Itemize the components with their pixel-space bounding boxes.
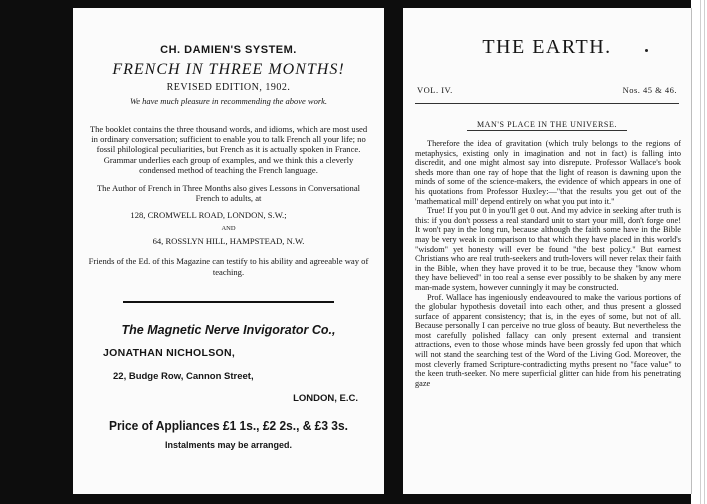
company-name: The Magnetic Nerve Invigorator Co., — [121, 322, 336, 337]
issue-numbers: Nos. 45 & 46. — [622, 85, 677, 95]
author-line: The Author of French in Three Months also gives Lessons in Conversational French to adults, at — [96, 183, 361, 204]
description: The booklet contains the three thousand words, and idioms, which are most used in ordinary conversation; sufficient to enable you to talk French all your life; no fossil philological peculiarities, but French as it is actually spoken in France. Grammar underlies each group of examples, and we think this a cleverly condensed method of teaching the French language. — [89, 124, 368, 175]
friends-note: Friends of the Ed. of this Magazine can testify to his ability and agreeable way of teaching. — [88, 256, 369, 277]
system-title: CH. DAMIEN'S SYSTEM. — [160, 44, 297, 56]
gutter-scan — [384, 0, 403, 504]
left-page — [73, 8, 384, 494]
paragraph: True! If you put 0 in you'll get 0 out. And my advice in seeking after truth is this: if you don't possess a real standard unit to start your mill, don't forge one! It won't pay in the long run, because although the faith some have in the Bible may be very weak in comparison to that which they have placed in this world's "wisdom" yet honesty will ever be found "the best policy." But earnest Christians who are real truth-seekers and truth-lovers will never relax their faith in the Bible, when they have proved it to be true, because they "know whom they have believed" in too real a sense ever possibly to be shaken by any mere man-made system, however cunningly it may be constructed. — [415, 206, 681, 292]
headline: FRENCH IN THREE MONTHS! — [112, 61, 345, 78]
edition: REVISED EDITION, 1902. — [166, 82, 291, 93]
article-body — [415, 139, 681, 388]
city: LONDON, E.C. — [293, 392, 358, 404]
left-margin-scan — [0, 0, 73, 504]
paragraph: Therefore the idea of gravitation (which truly belongs to the regions of metaphysics, existing only in imagination and not in fact) is falling into discredit, and one might almost say into disrepute. Professor Wallace's book sheds more than one ray of hope that the light of reason is dawning upon the minds of some of the science-makers, the evidence of which appears in one of his quotations from Professor Huxley:—"that the results you get out of the 'mathematical mill' depend entirely on what you put into it." — [415, 139, 681, 206]
volume-row — [417, 85, 677, 95]
paragraph: Prof. Wallace has ingeniously endeavoured to make the various portions of the globular hypothesis dovetail into each other, and thus present a glossed surface of apparent consistency; that is, in the eyes of some, but not of all. Because personally I can perceive no true gloss of beauty. But nevertheless the most carefully polished fallacy can only present external and transient attractions, even to those whose minds have been grossly fed upon that which will not stand the searching test of the Word of the Living God. Moreover, the most cleverly framed Scripture-contradicting myths present no "face value" to the keen truth-seeker. No mere superficial glitter can hide from his penetrating gaze — [415, 292, 681, 388]
address-2: 64, ROSSLYN HILL, HAMPSTEAD, N.W. — [152, 236, 305, 247]
masthead: THE EARTH. — [482, 36, 612, 58]
top-scan-edge — [73, 0, 691, 8]
section-rule — [123, 301, 334, 303]
article-title: MAN'S PLACE IN THE UNIVERSE. — [476, 120, 618, 129]
address-1: 128, CROMWELL ROAD, LONDON, S.W.; — [130, 210, 287, 221]
instalments: Instalments may be arranged. — [164, 439, 293, 450]
recommendation: We have much pleasure in recommending the above work. — [129, 96, 328, 106]
street-address: 22, Budge Row, Cannon Street, — [113, 370, 254, 382]
proprietor: JONATHAN NICHOLSON, — [103, 346, 236, 359]
volume-label: VOL. IV. — [417, 85, 453, 95]
price-line: Price of Appliances £1 1s., £2 2s., & £3 3s. — [109, 417, 348, 433]
ink-dot — [645, 49, 648, 52]
article-title-rule — [467, 130, 627, 131]
and-word: AND — [221, 225, 236, 233]
header-rule — [415, 103, 679, 104]
right-page — [403, 8, 691, 494]
bottom-scan-edge — [73, 494, 691, 504]
scan-stripes — [697, 0, 707, 504]
